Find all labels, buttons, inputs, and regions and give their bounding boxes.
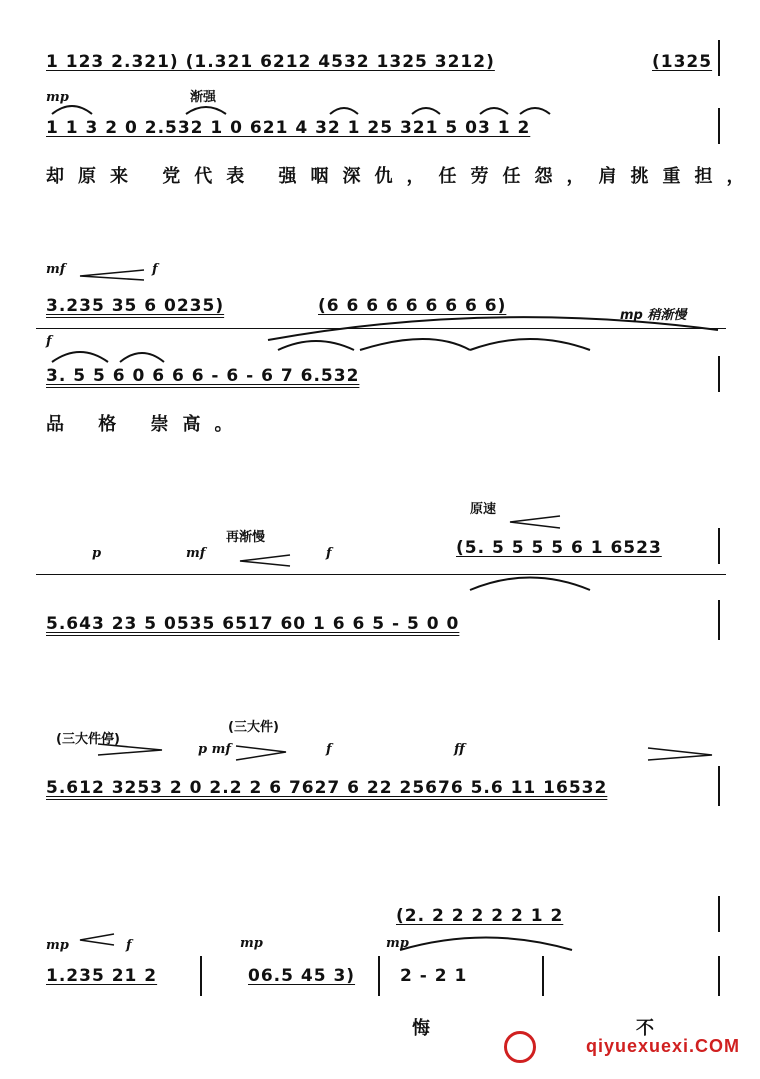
sys5-lyric-b: 不 [636, 1018, 668, 1039]
sys5-barline-1 [200, 956, 202, 996]
sys1-barline [718, 108, 720, 144]
sys5-dynamic-mp-2: mp [240, 936, 263, 951]
sys2-tempo: mp 稍渐慢 [620, 308, 687, 323]
sys3-top-barline [718, 528, 720, 564]
sys1-dynamic: mp [46, 90, 69, 105]
sys2-melody: 3. 5 5 6 0 6 6 6 - 6 - 6 7 6.532 [46, 366, 360, 386]
sys5-dynamic-f: f [126, 938, 132, 953]
sys1-top-barline [718, 40, 720, 76]
sys2-dynamic: f [46, 334, 52, 349]
sys2-dynamic-f: f [152, 262, 158, 277]
sys5-melody-a: 1.235 21 2 [46, 966, 158, 986]
sys5-melody-b: 06.5 45 3) [248, 966, 356, 986]
sys3-staff-rule [36, 574, 726, 575]
sys5-lyric-a: 悔 [412, 1018, 444, 1039]
sys3-tempo-original: 原速 [470, 502, 497, 517]
sys3-dynamic-mf: mf [186, 546, 206, 561]
sys2-lyrics: 品 格 崇高。 [46, 414, 247, 435]
watermark: qiyuexuexi.COM [585, 1036, 740, 1056]
sys3-tempo-slow: 再渐慢 [226, 530, 266, 545]
sys2-barline [718, 356, 720, 392]
sys4-barline [718, 766, 720, 806]
sys5-barline-3 [542, 956, 544, 996]
sys4-dynamic-ff: ff [454, 742, 465, 757]
sys5-barline-2 [378, 956, 380, 996]
sys4-dynamic-f: f [326, 742, 332, 757]
sys5-top-barline [718, 896, 720, 932]
sys5-dynamic-mp-3: mp [386, 936, 409, 951]
sys2-dynamic-mf: mf [46, 262, 66, 277]
sys5-dynamic-mp: mp [46, 938, 69, 953]
sys4-dynamic-pmf: p mf [198, 742, 231, 757]
sys1-top-tail: (1325 [652, 52, 713, 72]
sys1-top-line: 1 123 2.321) (1.321 6212 4532 1325 3212) [46, 52, 495, 72]
sys3-barline [718, 600, 720, 640]
sys2-staff-rule [36, 328, 726, 329]
sys2-top-line: 3.235 35 6 0235) [46, 296, 225, 316]
sys3-dynamic-f: f [326, 546, 332, 561]
sys1-lyrics: 却原来 党代表 强咽深仇，任劳任怨，肩挑重担， [46, 166, 759, 187]
sys3-top-line: (5. 5 5 5 5 6 1 6523 [456, 538, 662, 558]
sys5-melody-c: 2 - 2 1 [400, 966, 468, 986]
sys1-melody: 1 1 3 2 0 2.532 1 0 621 4 32 1 25 321 5 03 1 2 [46, 118, 531, 138]
sys4-melody: 5.612 3253 2 0 2.2 2 6 7627 6 22 25676 5.6 11 16532 [46, 778, 608, 798]
sys3-dynamic-p: p [92, 546, 102, 561]
sys5-barline-4 [718, 956, 720, 996]
watermark-logo-icon [504, 1031, 536, 1063]
sys1-tempo: 渐强 [190, 90, 217, 105]
sys2-paren-line: (6 6 6 6 6 6 6 6 6) [318, 296, 507, 316]
sys3-melody: 5.643 23 5 0535 6517 60 1 6 6 5 - 5 0 0 [46, 614, 460, 634]
sys4-note-stop: (三大件停) [56, 732, 120, 747]
sys4-note-start: (三大件) [228, 720, 279, 735]
sys5-paren-line: (2. 2 2 2 2 2 1 2 [396, 906, 564, 926]
